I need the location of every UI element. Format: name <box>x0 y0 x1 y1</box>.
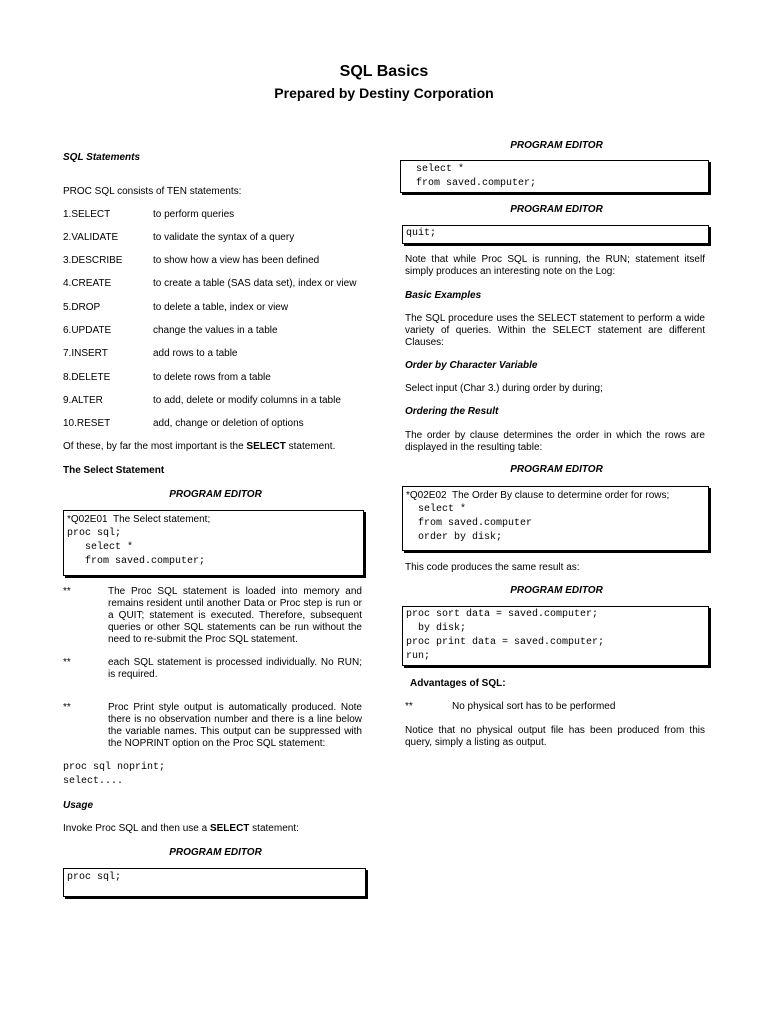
basic-examples-paragraph: The SQL procedure uses the SELECT statement to perform a wide variety of queries. Within the SELECT statement are different Clauses: <box>405 313 705 348</box>
important-text: Of these, by far the most important is the <box>63 441 247 452</box>
program-editor-label: PROGRAM EDITOR <box>169 489 262 500</box>
select-statement-heading: The Select Statement <box>63 465 165 476</box>
statement-name: 8.DELETE <box>63 372 111 383</box>
code-line: select * <box>404 164 465 175</box>
statement-name: 2.VALIDATE <box>63 232 119 243</box>
program-editor-label: PROGRAM EDITOR <box>510 585 603 596</box>
code-line: by disk; <box>406 623 467 634</box>
statement-description: to delete a table, index or view <box>153 302 289 313</box>
statement-description: to add, delete or modify columns in a table <box>153 395 341 406</box>
statement-row <box>63 232 368 244</box>
statements-intro: PROC SQL consists of TEN statements: <box>63 186 242 197</box>
bullet-item <box>63 702 363 750</box>
usage-keyword: SELECT <box>209 823 250 834</box>
code-line: quit; <box>406 228 437 239</box>
statement-row <box>63 348 368 360</box>
ordering-result-paragraph: The order by clause determines the order in which the rows are displayed in the resulting table: <box>405 430 705 453</box>
order-by-char-text: Select input (Char 3.) during order by during; <box>405 383 603 394</box>
bullet-text: Proc Print style output is automatically produced. Note there is no observation number and there is a line below the variable names. This output can be suppressed with the NOPRINT option on the Proc SQL statement: <box>108 702 362 749</box>
statement-name: 7.INSERT <box>63 348 108 359</box>
code-line: *Q02E01 The Select statement; <box>67 514 211 525</box>
statement-description: to show how a view has been defined <box>153 255 320 266</box>
code-line: run; <box>406 651 431 662</box>
statement-name: 3.DESCRIBE <box>63 255 123 266</box>
statement-row <box>63 302 368 314</box>
advantages-bullet-mark: ** <box>405 701 413 712</box>
bullet-item <box>63 657 363 683</box>
page-subtitle: Prepared by Destiny Corporation <box>274 85 494 101</box>
statement-name: 10.RESET <box>63 418 111 429</box>
notice-paragraph: Notice that no physical output file has been produced from this query, simply a listing as output. <box>405 725 705 748</box>
code-line: from saved.computer; <box>404 178 537 189</box>
order-by-char-heading: Order by Character Variable <box>405 360 538 371</box>
statement-name: 5.DROP <box>63 302 101 313</box>
code-block-quit <box>402 225 709 244</box>
program-editor-label: PROGRAM EDITOR <box>510 140 603 151</box>
statement-name: 9.ALTER <box>63 395 103 406</box>
code-line: order by disk; <box>406 532 503 543</box>
advantages-heading: Advantages of SQL: <box>410 678 506 689</box>
important-text-end: statement. <box>285 441 336 452</box>
statement-row <box>63 278 368 290</box>
important-keyword: SELECT <box>246 441 286 452</box>
page-title: SQL Basics <box>339 63 429 80</box>
code-block-proc-sort <box>402 606 709 666</box>
note-paragraph: Note that while Proc SQL is running, the RUN; statement itself simply produces an interesting note on the Log: <box>405 254 705 277</box>
bullet-mark: ** <box>63 586 71 597</box>
basic-examples-heading: Basic Examples <box>405 290 482 301</box>
statement-row <box>63 395 368 407</box>
code-block-select-continued <box>400 160 709 193</box>
usage-heading: Usage <box>63 800 94 811</box>
statement-name: 1.SELECT <box>63 209 111 220</box>
code-block-proc-sql <box>63 868 366 897</box>
statement-description: to validate the syntax of a query <box>153 232 295 243</box>
bullet-mark: ** <box>63 702 71 713</box>
code-block-order-by <box>402 486 709 551</box>
code-line: select * <box>67 542 134 553</box>
statement-name: 4.CREATE <box>63 278 112 289</box>
same-result-text: This code produces the same result as: <box>405 562 580 573</box>
statement-row <box>63 418 368 430</box>
usage-text <box>63 823 368 835</box>
statement-description: to create a table (SAS data set), index or view <box>153 278 357 289</box>
program-editor-label: PROGRAM EDITOR <box>169 847 262 858</box>
code-block-select <box>63 510 364 576</box>
program-editor-label: PROGRAM EDITOR <box>510 204 603 215</box>
usage-text-start: Invoke Proc SQL and then use a <box>63 823 210 834</box>
code-line: proc sql; <box>67 528 122 539</box>
statement-row <box>63 255 368 267</box>
statement-row <box>63 209 368 221</box>
bullet-mark: ** <box>63 657 71 668</box>
statement-description: to perform queries <box>153 209 235 220</box>
bullet-item <box>63 586 363 646</box>
advantages-bullet-text: No physical sort has to be performed <box>452 701 616 712</box>
sql-statements-heading: SQL Statements <box>63 152 141 163</box>
code-line: from saved.computer <box>406 518 533 529</box>
statement-description: change the values in a table <box>153 325 278 336</box>
bullet-text: each SQL statement is processed individually. No RUN; is required. <box>108 657 362 680</box>
noprint-code-line: select.... <box>63 776 124 787</box>
code-line: proc print data = saved.computer; <box>406 637 605 648</box>
statement-name: 6.UPDATE <box>63 325 112 336</box>
statement-row <box>63 372 368 384</box>
code-line: proc sort data = saved.computer; <box>406 609 599 620</box>
program-editor-label: PROGRAM EDITOR <box>510 464 603 475</box>
statement-description: to delete rows from a table <box>153 372 271 383</box>
code-comment-line: *Q02E02 The Order By clause to determine order for rows; <box>406 490 670 501</box>
noprint-code-line: proc sql noprint; <box>63 762 166 773</box>
ordering-result-heading: Ordering the Result <box>405 406 499 417</box>
bullet-text: The Proc SQL statement is loaded into memory and remains resident until another Data or Proc step is run or a QUIT; statement is executed. Therefore, subsequent queries or other SQL statements can be run without the need to re-submit the Proc SQL statement. <box>108 586 362 645</box>
code-line: from saved.computer; <box>67 556 206 567</box>
code-line: proc sql; <box>67 872 122 883</box>
code-line: select * <box>406 504 467 515</box>
usage-text-end: statement: <box>249 823 299 834</box>
statement-description: add rows to a table <box>153 348 238 359</box>
statement-description: add, change or deletion of options <box>153 418 304 429</box>
important-note <box>63 441 368 453</box>
statement-row <box>63 325 368 337</box>
